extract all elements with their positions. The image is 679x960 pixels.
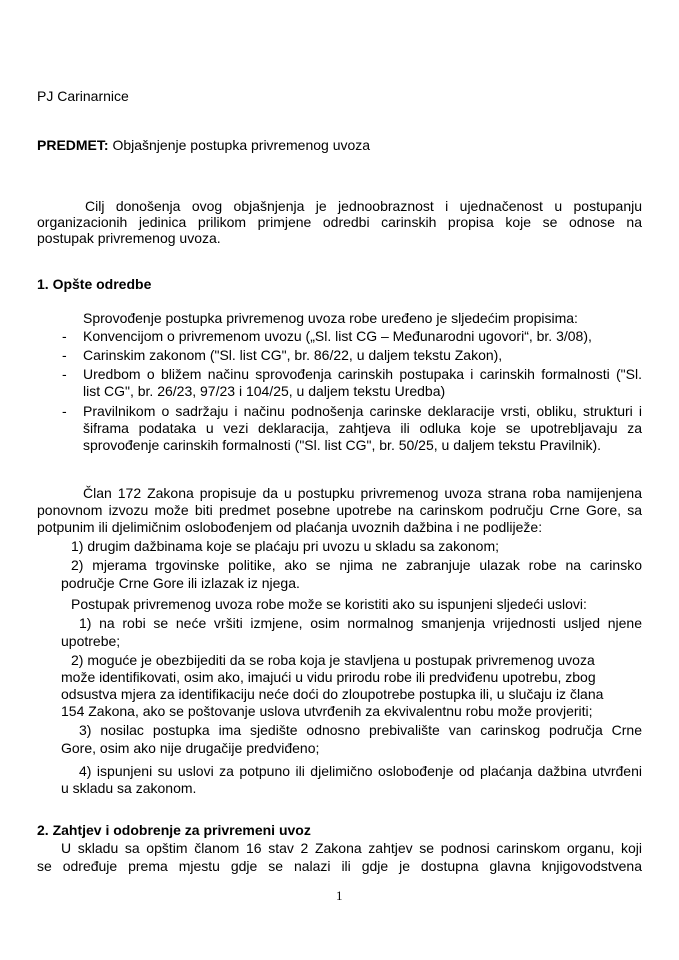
bullet-dash: -	[62, 366, 67, 382]
bullet-4-line-1: Pravilnikom o sadržaju i načinu podnošenja carinske deklaracije vrsti, obliku, strukturi i	[83, 403, 642, 419]
condition-2-line-4: 154 Zakona, ako se poštovanje uslova utvrđenih za ekvivalentnu robu može provjeriti;	[61, 703, 593, 719]
section1-lead: Sprovođenje postupka privremenog uvoza robe uređeno je sljedećim propisima:	[83, 310, 578, 326]
bullet-dash: -	[62, 403, 67, 419]
subject-text: Objašnjenje postupka privremenog uvoza	[112, 137, 371, 153]
bullet-2: Carinskim zakonom ("Sl. list CG", br. 86/22, u daljem tekstu Zakon),	[83, 347, 503, 363]
page-number: 1	[336, 888, 343, 903]
section2-line-2: se određuje prema mjestu gdje se nalazi ili gdje je dostupna glavna knjigovodstvena	[37, 858, 642, 874]
item-1: 1) drugim dažbinama koje se plaćaju pri uvozu u skladu sa zakonom;	[71, 538, 500, 554]
section1-heading: 1. Opšte odredbe	[37, 276, 152, 292]
bullet-dash: -	[62, 347, 67, 363]
intro-line-1: Cilj donošenja ovog objašnjenja je jednoobraznost i ujednačenost u postupanju	[85, 198, 642, 214]
bullet-4-line-3: sprovođenje carinskih formalnosti ("Sl. list CG", br. 50/25, u daljem tekstu Pravilnik).	[83, 437, 602, 453]
condition-1-line-1: 1) na robi se neće vršiti izmjene, osim normalnog smanjenja vrijednosti usljed njene	[79, 615, 642, 631]
intro-line-2: organizacionih jedinica prilikom primjene odredbi carinskih propisa koje se odnose na	[37, 214, 642, 230]
intro-line-3: postupak privremenog uvoza.	[37, 230, 221, 246]
subject-label: PREDMET:	[37, 137, 109, 153]
bullet-1: Konvencijom o privremenom uvozu („Sl. list CG – Međunarodni ugovori“, br. 3/08),	[83, 328, 592, 344]
bullet-3-line-2: list CG", br. 26/23, 97/23 i 104/25, u daljem tekstu Uredba)	[83, 383, 446, 399]
condition-4-line-1: 4) ispunjeni su uslovi za potpuno ili djelimično oslobođenje od plaćanja dažbina utvrđeni	[79, 763, 642, 779]
bullet-3-line-1: Uredbom o bližem načinu sprovođenja carinskih postupaka i carinskih formalnosti ("Sl.	[83, 366, 642, 382]
item-2-line-1: 2) mjerama trgovinske politike, ako se njima ne zabranjuje ulazak robe na carinsko	[71, 557, 642, 573]
condition-2-line-1: 2) moguće je obezbijediti da se roba koja je stavljena u postupak privremenog uvoza	[71, 652, 595, 668]
condition-2-line-2: može identifikovati, osim ako, imajući u vidu prirodu robe ili predviđenu upotrebu, zbog	[61, 669, 596, 685]
section2-line-1: U skladu sa opštim članom 16 stav 2 Zakona zahtjev se podnosi carinskom organu, koji	[61, 840, 642, 856]
conditions-lead: Postupak privremenog uvoza robe može se koristiti ako su ispunjeni sljedeći uslovi:	[71, 596, 587, 612]
condition-4-line-2: u skladu sa zakonom.	[61, 780, 197, 796]
art172-line-1: Član 172 Zakona propisuje da u postupku privremenog uvoza strana roba namijenjena	[83, 485, 642, 501]
art172-line-3: potpunim ili djelimičnim oslobođenjem od plaćanja uvoznih dažbina i ne podliježe:	[37, 519, 543, 535]
subject-line	[37, 137, 370, 154]
section2-heading: 2. Zahtjev i odobrenje za privremeni uvoz	[37, 822, 311, 838]
art172-line-2: ponovnom izvozu može biti predmet posebne upotrebe na carinskom području Crne Gore, sa	[37, 502, 642, 518]
condition-3-line-2: Gore, osim ako nije drugačije predviđeno;	[61, 740, 320, 756]
item-2-line-2: područje Crne Gore ili izlazak iz njega.	[61, 575, 300, 591]
condition-1-line-2: upotrebe;	[61, 633, 121, 649]
condition-2-line-3: odsustva mjera za identifikaciju neće doći do zloupotrebe postupka ili, u slučaju iz člana	[61, 686, 604, 702]
condition-3-line-1: 3) nosilac postupka ima sjedište odnosno prebivalište van carinskog područja Crne	[79, 722, 642, 738]
bullet-dash: -	[62, 328, 67, 344]
recipient: PJ Carinarnice	[37, 88, 129, 104]
bullet-4-line-2: šiframa podataka u vezi deklaracija, zahtjeva ili odluka koje se upotrebljavaju za	[83, 420, 642, 436]
